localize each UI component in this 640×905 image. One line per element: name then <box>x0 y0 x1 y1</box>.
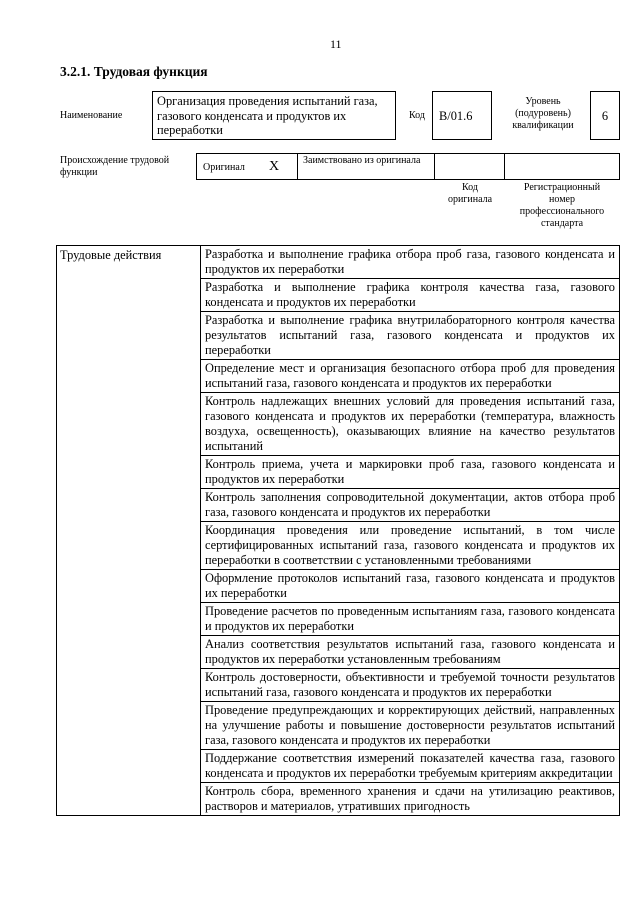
action-item: Определение мест и организация безопасного отбора проб для проведения испытаний газа, газового конденсата и продуктов их переработки <box>201 360 620 393</box>
action-item: Анализ соответствия результатов испытаний газа, газового конденсата и продуктов их переработки установленным требованиям <box>201 636 620 669</box>
action-item: Поддержание соответствия измерений показателей качества газа, газового конденсата и продуктов их переработки требуемым критериям аккредитации <box>201 750 620 783</box>
original-label: Оригинал <box>203 162 245 173</box>
actions-label: Трудовые действия <box>57 246 201 816</box>
action-item: Контроль сбора, временного хранения и сдачи на утилизацию реактивов, растворов и материалов, утративших пригодность <box>201 783 620 816</box>
borrowed-cell <box>297 153 435 180</box>
borrowed-label: Заимствовано из оригинала <box>303 155 421 166</box>
function-name-box <box>152 91 396 140</box>
action-item: Разработка и выполнение графика контроля качества газа, газового конденсата и продуктов их переработки <box>201 279 620 312</box>
code-label: Код <box>409 110 425 121</box>
action-item: Координация проведения или проведение испытаний, в том числе сертифицированных испытаний газа, газового конденсата и продуктов их переработки в соответствии с установленными требованиями <box>201 522 620 570</box>
original-cell <box>196 153 298 180</box>
level-label: Уровень (подуровень) квалификации <box>512 96 574 131</box>
section-heading: 3.2.1. Трудовая функция <box>60 64 208 79</box>
action-item: Контроль заполнения сопроводительной документации, актов отбора проб газа, газового конденсата и продуктов их переработки <box>201 489 620 522</box>
action-item: Контроль достоверности, объективности и требуемой точности результатов испытаний газа, газового конденсата и продуктов их переработки <box>201 669 620 702</box>
level-value: 6 <box>601 109 609 123</box>
action-item: Проведение предупреждающих и корректирующих действий, направленных на улучшение работы и повышение достоверности результатов испытаний газа, газового конденсата и продуктов их переработки <box>201 702 620 750</box>
action-item: Контроль приема, учета и маркировки проб газа, газового конденсата и продуктов их переработки <box>201 456 620 489</box>
labor-actions-table <box>56 245 620 816</box>
action-item: Контроль надлежащих внешних условий для проведения испытаний газа, газового конденсата и продуктов их переработки (температура, влажность воздуха, освещенность), оказывающих влияние на качество результатов испытаний <box>201 393 620 456</box>
page-number: 11 <box>330 37 342 51</box>
action-item: Разработка и выполнение графика отбора проб газа, газового конденсата и продуктов их переработки <box>201 246 620 279</box>
action-item: Оформление протоколов испытаний газа, газового конденсата и продуктов их переработки <box>201 570 620 603</box>
code-original-caption: Код оригинала <box>447 182 493 205</box>
reg-number-cell <box>504 153 620 180</box>
level-box <box>590 91 620 140</box>
action-item: Разработка и выполнение графика внутрилабораторного контроля качества результатов испытаний газа, газового конденсата и продуктов их переработки <box>201 312 620 360</box>
table-row <box>57 246 620 279</box>
code-box <box>432 91 492 140</box>
action-item: Проведение расчетов по проведенным испытаниям газа, газового конденсата и продуктов их переработки <box>201 603 620 636</box>
code-value: B/01.6 <box>439 109 473 123</box>
name-label: Наименование <box>60 110 123 121</box>
function-name-value: Организация проведения испытаний газа, газового конденсата и продуктов их переработки <box>157 94 378 137</box>
original-mark: X <box>269 159 280 174</box>
reg-number-caption: Регистрационный номер профессионального стандарта <box>519 182 605 229</box>
origin-label: Происхождение трудовой функции <box>60 155 170 178</box>
code-original-cell <box>434 153 505 180</box>
